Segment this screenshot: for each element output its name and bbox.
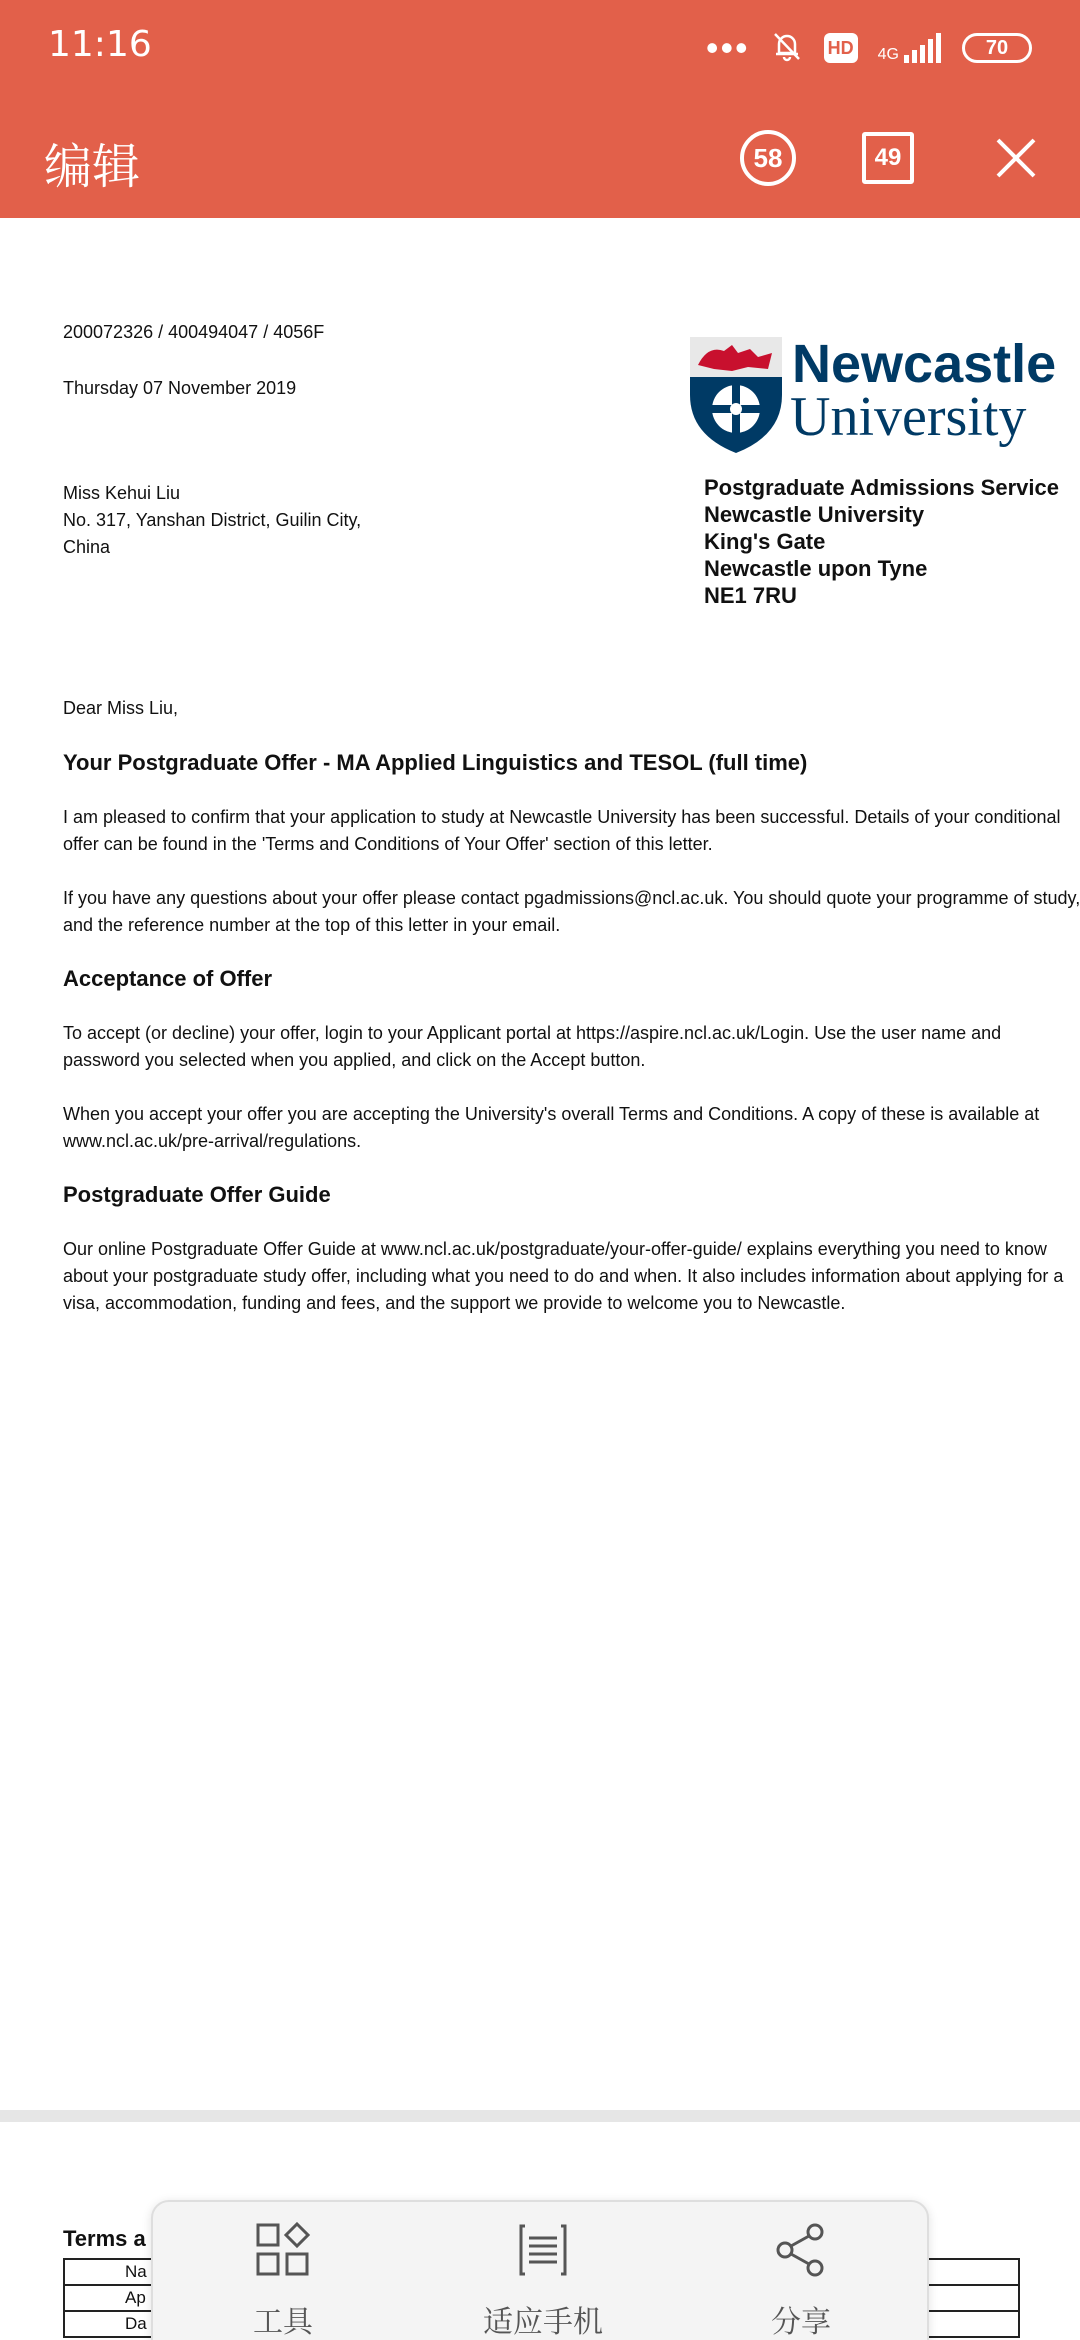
- bell-muted-icon: [770, 29, 804, 68]
- sender-line: Postgraduate Admissions Service: [704, 475, 1059, 500]
- status-bar: [0, 0, 1080, 96]
- paragraph: When you accept your offer you are accepting the University's overall Terms and Conditions. A copy of these is available at www.ncl.ac.uk/pre-arrival/regulations.: [63, 1104, 1040, 1151]
- recipient-line: China: [63, 537, 111, 557]
- paragraph: To accept (or decline) your offer, login to your Applicant portal at https://aspire.ncl.ac.uk/Login. Use the user name and password you selected when you applied, and click on the Accept button.: [63, 1023, 1002, 1070]
- subject-line: Your Postgraduate Offer - MA Applied Linguistics and TESOL (full time): [63, 750, 808, 775]
- letter-date: Thursday 07 November 2019: [63, 378, 297, 398]
- logo-text: University: [790, 386, 1027, 448]
- recipient-line: Miss Kehui Liu: [63, 483, 181, 503]
- network-type: 4G: [877, 46, 899, 63]
- status-icons: [706, 26, 1032, 70]
- share-label: 分享: [771, 2305, 831, 2340]
- reference-number: 200072326 / 400494047 / 4056F: [63, 322, 325, 342]
- page-divider: [0, 2110, 1080, 2122]
- section-heading: Terms a: [63, 2226, 146, 2251]
- hd-icon: HD: [824, 33, 858, 63]
- fit-phone-icon: [515, 2222, 571, 2283]
- sender-address: [704, 474, 1059, 609]
- greeting: Dear Miss Liu,: [63, 698, 179, 718]
- share-button[interactable]: [701, 2222, 901, 2340]
- fit-phone-label: 适应手机: [483, 2305, 603, 2340]
- fit-phone-button[interactable]: [443, 2222, 643, 2340]
- logo-text: Newcastle: [792, 334, 1057, 394]
- pages-button[interactable]: 49: [862, 132, 914, 184]
- section-heading: Postgraduate Offer Guide: [63, 1182, 331, 1207]
- tools-button[interactable]: [183, 2222, 383, 2340]
- paragraph: If you have any questions about your offer please contact pgadmissions@ncl.ac.uk. You should quote your programme of study, and the reference number at the top of this letter in your email.: [63, 888, 1080, 935]
- comments-button[interactable]: 58: [740, 130, 796, 186]
- table-cell: Na: [64, 2259, 1019, 2285]
- recipient-address: [63, 480, 361, 561]
- close-button[interactable]: [986, 130, 1046, 190]
- edit-button[interactable]: 编辑: [44, 139, 141, 195]
- signal-icon: [878, 33, 942, 63]
- university-logo: [688, 333, 1080, 473]
- status-time: 11:16: [48, 24, 152, 65]
- sender-line: Newcastle upon Tyne: [704, 556, 928, 581]
- tools-label: 工具: [253, 2305, 313, 2340]
- sender-line: King's Gate: [704, 529, 826, 554]
- sender-line: Newcastle University: [704, 502, 925, 527]
- top-bar: [0, 0, 1080, 218]
- app-header: [0, 112, 1080, 212]
- battery-icon: 70: [962, 33, 1032, 63]
- more-dots-icon: •••: [705, 27, 750, 68]
- sender-line: NE1 7RU: [704, 583, 797, 608]
- table-cell: Ap: [64, 2285, 1019, 2311]
- share-icon: [773, 2222, 829, 2283]
- recipient-line: No. 317, Yanshan District, Guilin City,: [63, 510, 362, 530]
- paragraph: I am pleased to confirm that your application to study at Newcastle University has been successful. Details of your conditional offer can be found in the 'Terms and Conditions of Your Offer' section of this letter.: [63, 807, 1061, 854]
- crest-icon: [688, 335, 784, 455]
- section-heading: Acceptance of Offer: [63, 966, 273, 991]
- tools-grid-icon: [255, 2222, 311, 2283]
- close-icon: [992, 134, 1040, 187]
- table-cell: Da: [64, 2311, 1019, 2337]
- document-page[interactable]: [0, 218, 1080, 2118]
- bottom-toolbar: [151, 2200, 929, 2340]
- paragraph: Our online Postgraduate Offer Guide at www.ncl.ac.uk/postgraduate/your-offer-guide/ explains everything you need to know about your postgraduate study offer, including what you need to do and when. It also includes information about applying for a visa, accommodation, funding and fees, and the support we provide to welcome you to Newcastle.: [63, 1239, 1064, 1313]
